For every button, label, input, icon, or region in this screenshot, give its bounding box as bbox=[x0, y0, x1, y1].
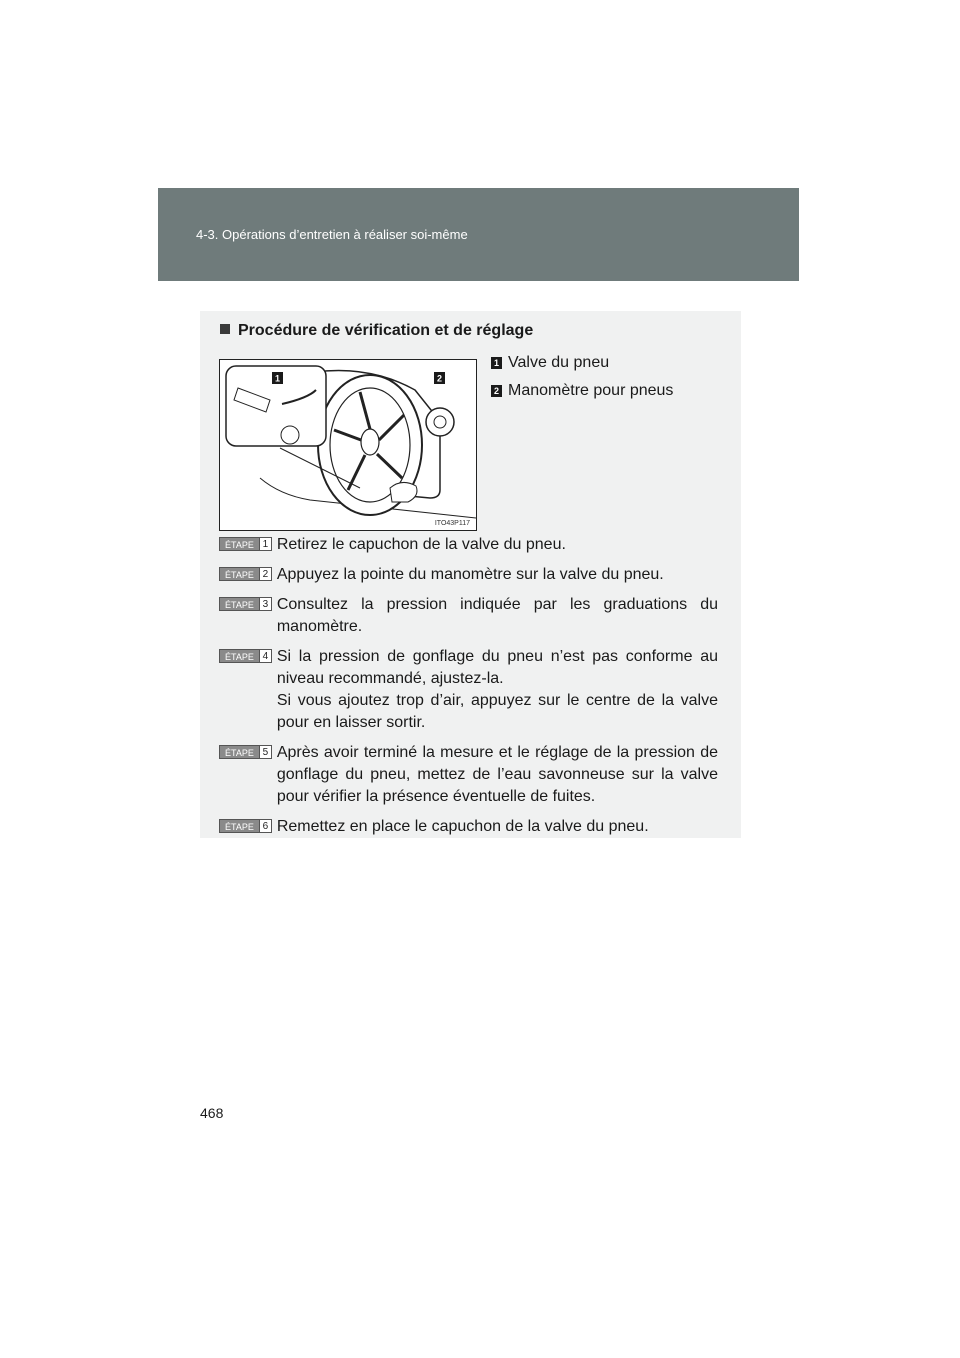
step-item bbox=[219, 534, 718, 556]
legend-item bbox=[491, 349, 673, 377]
step-item bbox=[219, 594, 718, 638]
square-bullet-icon bbox=[220, 324, 230, 334]
legend-label: Manomètre pour pneus bbox=[508, 382, 674, 399]
number-badge-icon: 2 bbox=[491, 385, 502, 397]
step-badge-label: ÉTAPE bbox=[219, 649, 259, 663]
page-number: 468 bbox=[200, 1105, 224, 1121]
section-title: 4-3. Opérations d’entretien à réaliser soi-même bbox=[196, 227, 468, 242]
step-badge-number: 1 bbox=[259, 537, 272, 551]
step-note: Si vous ajoutez trop d’air, appuyez sur le centre de la valve pour en laisser sortir. bbox=[276, 692, 718, 731]
legend-label: Valve du pneu bbox=[508, 354, 610, 371]
step-text: Remettez en place le capuchon de la valve du pneu. bbox=[276, 818, 649, 835]
step-badge-label: ÉTAPE bbox=[219, 745, 259, 759]
step-badge bbox=[219, 537, 272, 551]
step-badge-number: 5 bbox=[259, 745, 272, 759]
svg-text:2: 2 bbox=[436, 373, 443, 384]
step-badge-number: 2 bbox=[259, 567, 272, 581]
step-badge bbox=[219, 745, 272, 759]
step-text: Retirez le capuchon de la valve du pneu. bbox=[276, 536, 566, 553]
step-text: Appuyez la pointe du manomètre sur la valve du pneu. bbox=[276, 566, 664, 583]
steps-list bbox=[219, 534, 718, 846]
number-badge-icon: 1 bbox=[491, 357, 502, 369]
step-text: Si la pression de gonflage du pneu n’est pas conforme au niveau recommandé, ajustez-la. bbox=[276, 648, 718, 687]
legend-item bbox=[491, 377, 673, 405]
step-badge-label: ÉTAPE bbox=[219, 567, 259, 581]
procedure-panel bbox=[200, 311, 741, 838]
step-badge-label: ÉTAPE bbox=[219, 819, 259, 833]
tire-illustration bbox=[219, 359, 477, 531]
step-item bbox=[219, 742, 718, 808]
step-item bbox=[219, 646, 718, 734]
step-badge bbox=[219, 597, 272, 611]
legend bbox=[491, 349, 673, 405]
step-badge-label: ÉTAPE bbox=[219, 537, 259, 551]
step-badge-label: ÉTAPE bbox=[219, 597, 259, 611]
step-text: Consultez la pression indiquée par les graduations du manomètre. bbox=[276, 596, 718, 635]
procedure-title-text: Procédure de vérification et de réglage bbox=[238, 322, 534, 339]
step-text-group bbox=[277, 646, 718, 734]
svg-text:1: 1 bbox=[274, 373, 281, 384]
header-band bbox=[158, 188, 799, 281]
step-item bbox=[219, 564, 718, 586]
step-item bbox=[219, 816, 718, 838]
step-badge bbox=[219, 649, 272, 663]
procedure-title bbox=[220, 322, 533, 340]
step-text: Après avoir terminé la mesure et le réglage de la pression de gonflage du pneu, mettez de l’eau savonneuse sur la valve pour vérifier la présence éventuelle de fuites. bbox=[276, 744, 718, 805]
step-badge-number: 3 bbox=[259, 597, 272, 611]
step-badge-number: 4 bbox=[259, 649, 272, 663]
step-badge bbox=[219, 819, 272, 833]
tire-gauge-drawing bbox=[220, 360, 476, 530]
step-badge bbox=[219, 567, 272, 581]
illustration-code: ITO43P117 bbox=[434, 520, 470, 527]
step-badge-number: 6 bbox=[259, 819, 272, 833]
